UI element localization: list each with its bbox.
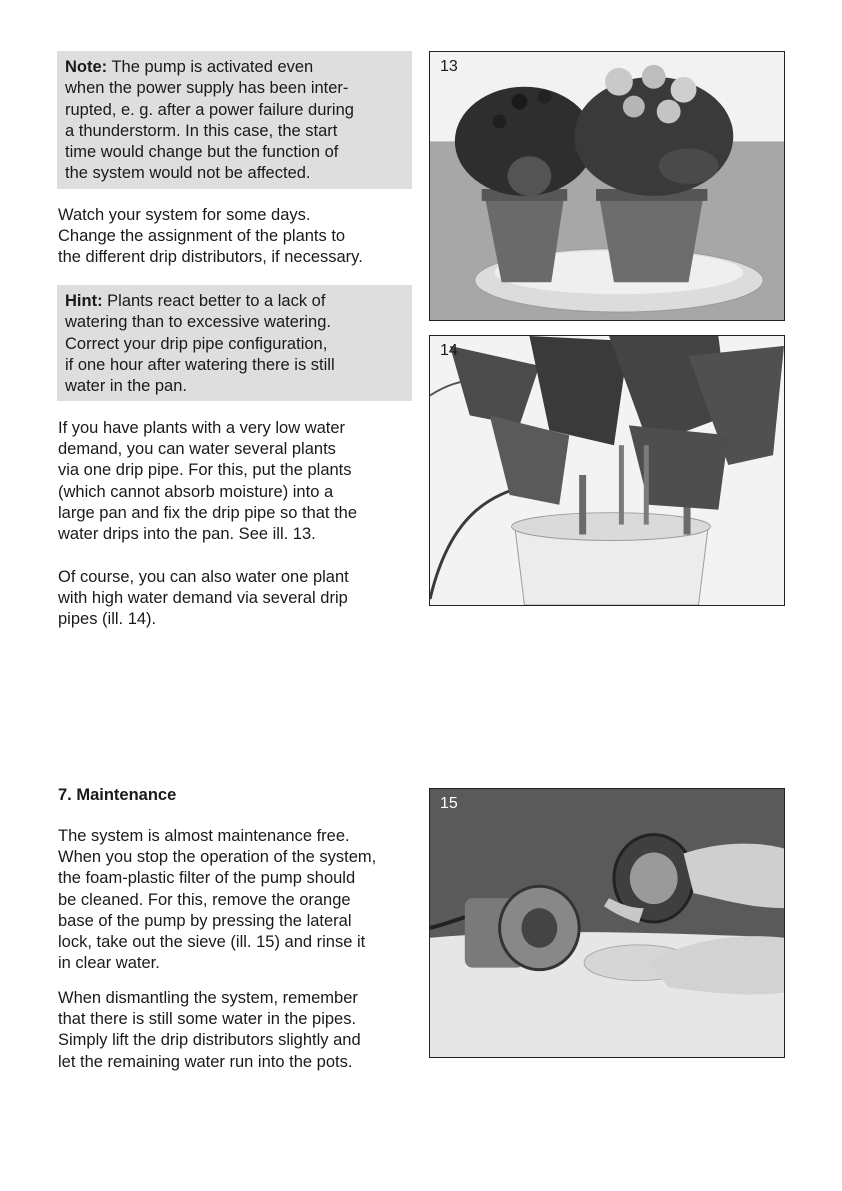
maintenance-paragraph-1 <box>58 826 408 974</box>
figure-14-number: 14 <box>440 342 458 359</box>
pump-sieve-image <box>430 789 784 1057</box>
note-line-3: rupted, e. g. after a power failure during <box>65 100 354 119</box>
text-line: If you have plants with a very low water <box>58 419 346 437</box>
text-line: lock, take out the sieve (ill. 15) and rinse it <box>58 933 366 952</box>
note-line-6: the system would not be affected. <box>65 164 311 183</box>
text-line: via one drip pipe. For this, put the plants <box>58 461 352 480</box>
note-box <box>57 51 412 189</box>
text-line: Simply lift the drip distributors slightly and <box>58 1031 361 1050</box>
plants-in-pan-image <box>430 52 784 320</box>
note-line-1: Note: The pump is activated even <box>65 58 314 76</box>
hint-box <box>57 285 412 401</box>
text-line: (which cannot absorb moisture) into a <box>58 482 334 501</box>
note-line-5: time would change but the function of <box>65 143 339 162</box>
low-demand-paragraph <box>58 418 408 545</box>
note-line-4: a thunderstorm. In this case, the start <box>65 121 338 140</box>
text-line: let the remaining water run into the pots. <box>58 1052 353 1071</box>
text-line: that there is still some water in the pipes. <box>58 1010 357 1029</box>
text-line: demand, you can water several plants <box>58 440 336 459</box>
text-line: with high water demand via several drip <box>58 589 348 608</box>
plant-with-drip-pipes-image <box>430 336 784 605</box>
text-line: the foam-plastic filter of the pump should <box>58 869 356 888</box>
hint-line-5: water in the pan. <box>65 377 187 396</box>
text-line: Change the assignment of the plants to <box>58 227 346 246</box>
text-line: Watch your system for some days. <box>58 206 311 224</box>
note-line-2: when the power supply has been inter- <box>65 79 349 98</box>
high-demand-paragraph <box>58 567 408 631</box>
figure-14-photo <box>429 335 785 606</box>
hint-line-3: Correct your drip pipe configuration, <box>65 334 328 353</box>
hint-label: Hint: <box>65 292 103 310</box>
text-line: the different drip distributors, if necessary. <box>58 248 363 267</box>
figure-13-photo <box>429 51 785 321</box>
text-line: When you stop the operation of the system, <box>58 848 377 867</box>
text-line: be cleaned. For this, remove the orange <box>58 890 351 909</box>
text-line: Of course, you can also water one plant <box>58 568 349 586</box>
watch-paragraph <box>58 205 408 269</box>
text-line: water drips into the pan. See ill. 13. <box>58 525 316 544</box>
figure-15-number: 15 <box>440 795 458 812</box>
text-line: pipes (ill. 14). <box>58 610 157 629</box>
text-line: in clear water. <box>58 954 160 973</box>
text-line: large pan and fix the drip pipe so that the <box>58 503 358 522</box>
text-line: The system is almost maintenance free. <box>58 827 350 845</box>
figure-15-photo <box>429 788 785 1058</box>
maintenance-heading: 7. Maintenance <box>58 786 177 804</box>
note-label: Note: <box>65 58 108 76</box>
hint-line-1: Hint: Plants react better to a lack of <box>65 292 326 310</box>
maintenance-paragraph-2 <box>58 988 408 1073</box>
hint-line-4: if one hour after watering there is still <box>65 355 335 374</box>
text-line: base of the pump by pressing the lateral <box>58 911 352 930</box>
figure-13-number: 13 <box>440 58 458 75</box>
hint-line-2: watering than to excessive watering. <box>65 313 331 332</box>
text-line: When dismantling the system, remember <box>58 989 358 1007</box>
